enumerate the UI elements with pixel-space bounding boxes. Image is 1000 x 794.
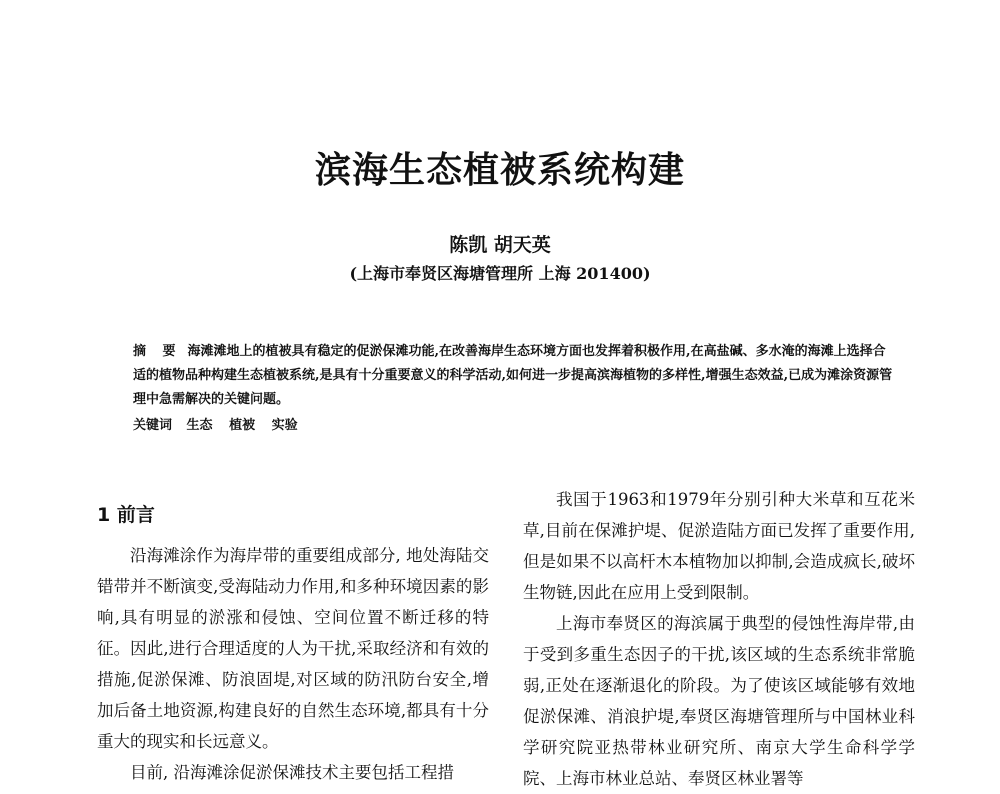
keyword-item: 植被 (229, 418, 256, 433)
keyword-item: 实验 (271, 418, 298, 433)
body-column-right (523, 484, 915, 794)
author-affiliation: (上海市奉贤区海塘管理所 上海 201400) (349, 264, 651, 283)
body-paragraph: 我国于1963和1979年分别引种大米草和互花米草,目前在保滩护堤、促淤造陆方面已发挥了重要作用,但是如果不以高杆木本植物加以抑制,会造成疯长,破坏生物链,因此在应用上受到限制。 (523, 490, 915, 602)
abstract-text: 海滩滩地上的植被具有稳定的促淤保滩功能,在改善海岸生态环境方面也发挥着积极作用,在高盐碱、多水淹的海滩上选择合适的植物品种构建生态植被系统,是具有十分重要意义的科学活动,如何进一步提高滨海植物的多样性,增强生态效益,已成为滩涂资源管理中急需解决的关键问题。 (133, 344, 893, 407)
body-paragraph: 沿海滩涂作为海岸带的重要组成部分, 地处海陆交错带并不断演变,受海陆动力作用,和多种环境因素的影响,具有明显的淤涨和侵蚀、空间位置不断迁移的特征。因此,进行合理适度的人为干扰,采取经济和有效的措施,促淤保滩、防浪固堤,对区域的防汛防台安全,增加后备土地资源,构建良好的自然生态环境,都具有十分重大的现实和长远意义。 (97, 546, 489, 751)
keyword-item: 生态 (186, 418, 213, 433)
paper-title: 滨海生态植被系统构建 (314, 149, 685, 191)
body-paragraph: 目前, 沿海滩涂促淤保滩技术主要包括工程措 (130, 763, 454, 782)
abstract-label: 摘 要 (133, 344, 182, 359)
keywords-label: 关键词 (133, 418, 173, 433)
paper-authors: 陈凯 胡天英 (449, 234, 551, 256)
abstract (133, 340, 893, 412)
section-heading: 1 前言 (97, 504, 155, 526)
keywords (133, 414, 893, 438)
body-paragraph: 上海市奉贤区的海滨属于典型的侵蚀性海岸带,由于受到多重生态因子的干扰,该区域的生态系统非常脆弱,正处在逐渐退化的阶段。为了使该区域能够有效地促淤保滩、消浪护堤,奉贤区海塘管理所与中国林业科学研究院亚热带林业研究所、南京大学生命科学学院、上海市林业总站、奉贤区林业署等 (523, 614, 915, 788)
body-column-left (97, 540, 489, 788)
